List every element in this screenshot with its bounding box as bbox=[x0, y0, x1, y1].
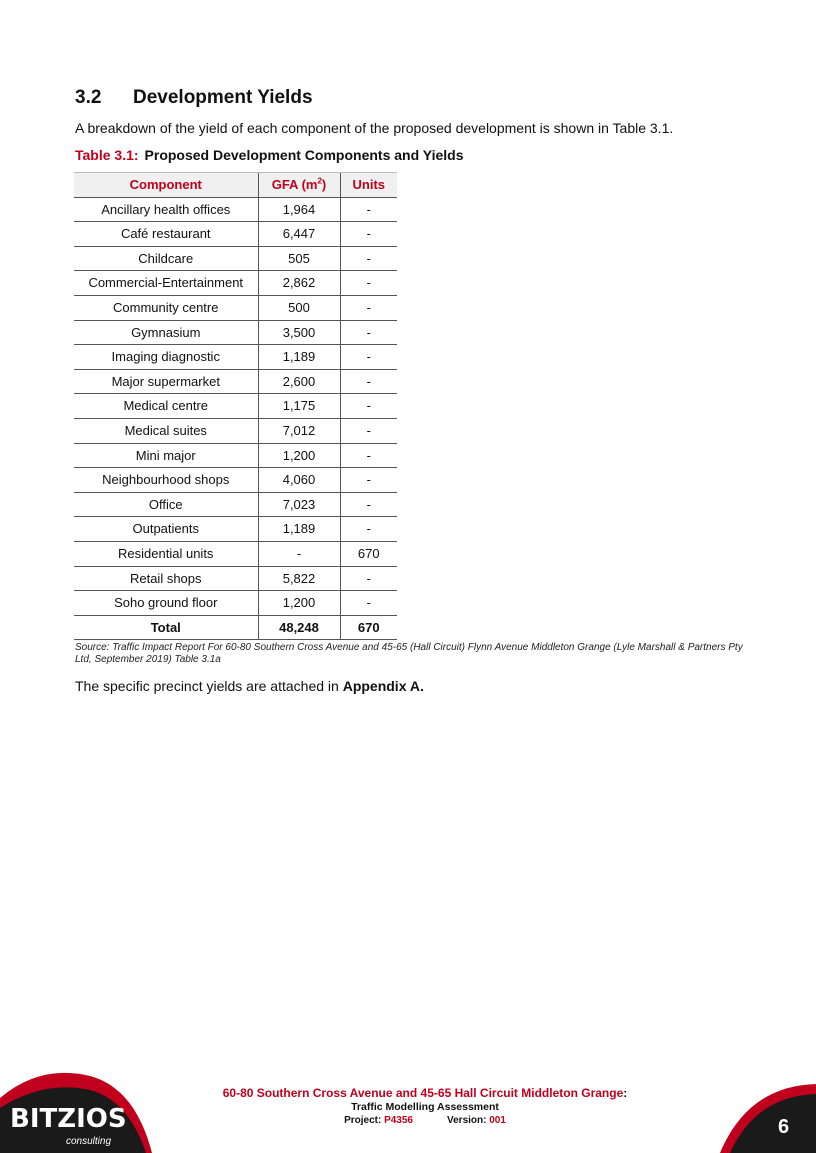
cell-units: - bbox=[340, 492, 397, 517]
table-row bbox=[74, 394, 397, 419]
table-row bbox=[74, 320, 397, 345]
footer-title bbox=[200, 1086, 650, 1101]
cell-gfa: 3,500 bbox=[258, 320, 340, 345]
intro-paragraph: A breakdown of the yield of each component of the proposed development is shown in Table 3.1. bbox=[75, 120, 674, 136]
cell-gfa: 7,012 bbox=[258, 418, 340, 443]
table-caption-title: Proposed Development Components and Yields bbox=[144, 147, 464, 163]
cell-gfa: 7,023 bbox=[258, 492, 340, 517]
cell-units: - bbox=[340, 345, 397, 370]
cell-component: Community centre bbox=[74, 295, 258, 320]
total-units: 670 bbox=[340, 615, 397, 640]
cell-gfa: 1,964 bbox=[258, 197, 340, 222]
source-note: Source: Traffic Impact Report For 60-80 Southern Cross Avenue and 45-65 (Hall Circuit) Flynn Avenue Middleton Grange (Lyle Marshall & Partners Pty Ltd, September 2019) Table 3.1a bbox=[75, 642, 743, 665]
project-label: Project: bbox=[344, 1115, 382, 1126]
cell-gfa: - bbox=[258, 541, 340, 566]
cell-component: Commercial-Entertainment bbox=[74, 271, 258, 296]
cell-component: Retail shops bbox=[74, 566, 258, 591]
header-gfa bbox=[258, 173, 340, 198]
table-row bbox=[74, 418, 397, 443]
cell-gfa: 1,175 bbox=[258, 394, 340, 419]
cell-units: - bbox=[340, 418, 397, 443]
cell-units: 670 bbox=[340, 541, 397, 566]
table-row bbox=[74, 468, 397, 493]
closing-paragraph bbox=[75, 678, 424, 694]
section-title: Development Yields bbox=[133, 87, 313, 108]
cell-gfa: 1,189 bbox=[258, 345, 340, 370]
table-row bbox=[74, 246, 397, 271]
footer-meta bbox=[200, 1114, 650, 1127]
cell-component: Gymnasium bbox=[74, 320, 258, 345]
table-row bbox=[74, 566, 397, 591]
table-row bbox=[74, 369, 397, 394]
version-label: Version: bbox=[447, 1115, 487, 1126]
cell-component: Childcare bbox=[74, 246, 258, 271]
table-caption-label: Table 3.1: bbox=[75, 147, 139, 163]
table-row bbox=[74, 222, 397, 247]
cell-component: Neighbourhood shops bbox=[74, 468, 258, 493]
cell-units: - bbox=[340, 443, 397, 468]
cell-component: Soho ground floor bbox=[74, 591, 258, 616]
version-value: 001 bbox=[489, 1115, 506, 1126]
cell-component: Major supermarket bbox=[74, 369, 258, 394]
cell-units: - bbox=[340, 197, 397, 222]
cell-component: Medical suites bbox=[74, 418, 258, 443]
cell-units: - bbox=[340, 222, 397, 247]
cell-units: - bbox=[340, 394, 397, 419]
cell-gfa: 5,822 bbox=[258, 566, 340, 591]
cell-units: - bbox=[340, 517, 397, 542]
closing-text: The specific precinct yields are attached in bbox=[75, 678, 343, 694]
cell-units: - bbox=[340, 271, 397, 296]
cell-gfa: 6,447 bbox=[258, 222, 340, 247]
footer-info bbox=[200, 1086, 650, 1127]
logo-text: BITZIOS bbox=[10, 1104, 127, 1134]
header-component: Component bbox=[74, 173, 258, 198]
table-row bbox=[74, 271, 397, 296]
table-row bbox=[74, 295, 397, 320]
project-value: P4356 bbox=[384, 1115, 413, 1126]
cell-units: - bbox=[340, 320, 397, 345]
cell-gfa: 2,600 bbox=[258, 369, 340, 394]
cell-component: Ancillary health offices bbox=[74, 197, 258, 222]
cell-units: - bbox=[340, 295, 397, 320]
cell-units: - bbox=[340, 566, 397, 591]
table-total-row bbox=[74, 615, 397, 640]
cell-units: - bbox=[340, 468, 397, 493]
cell-gfa: 4,060 bbox=[258, 468, 340, 493]
cell-gfa: 1,200 bbox=[258, 591, 340, 616]
cell-component: Office bbox=[74, 492, 258, 517]
cell-component: Outpatients bbox=[74, 517, 258, 542]
page-number: 6 bbox=[778, 1116, 790, 1138]
page-corner-shape bbox=[720, 1080, 816, 1153]
cell-gfa: 1,189 bbox=[258, 517, 340, 542]
section-heading bbox=[75, 87, 313, 109]
cell-gfa: 1,200 bbox=[258, 443, 340, 468]
header-gfa-suffix: ) bbox=[321, 177, 327, 192]
cell-component: Residential units bbox=[74, 541, 258, 566]
table-caption bbox=[75, 147, 464, 163]
yields-table bbox=[74, 172, 397, 640]
table-row bbox=[74, 541, 397, 566]
table-row bbox=[74, 492, 397, 517]
cell-units: - bbox=[340, 591, 397, 616]
cell-component: Medical centre bbox=[74, 394, 258, 419]
cell-units: - bbox=[340, 246, 397, 271]
cell-units: - bbox=[340, 369, 397, 394]
header-units: Units bbox=[340, 173, 397, 198]
table-row bbox=[74, 197, 397, 222]
header-gfa-sup: 2 bbox=[317, 176, 322, 186]
table-header-row bbox=[74, 173, 397, 198]
appendix-reference: Appendix A. bbox=[342, 678, 424, 694]
table-row bbox=[74, 591, 397, 616]
cell-component: Imaging diagnostic bbox=[74, 345, 258, 370]
footer-project-name: 60-80 Southern Cross Avenue and 45-65 Hall Circuit Middleton Grange bbox=[222, 1086, 624, 1100]
table-row bbox=[74, 443, 397, 468]
header-gfa-prefix: GFA (m bbox=[271, 177, 318, 192]
cell-gfa: 2,862 bbox=[258, 271, 340, 296]
total-label: Total bbox=[74, 615, 258, 640]
table-row bbox=[74, 517, 397, 542]
cell-gfa: 505 bbox=[258, 246, 340, 271]
total-gfa: 48,248 bbox=[258, 615, 340, 640]
footer-subtitle: Traffic Modelling Assessment bbox=[351, 1101, 499, 1113]
footer-title-colon: : bbox=[623, 1086, 628, 1100]
logo-subtext: consulting bbox=[66, 1136, 112, 1147]
table-body bbox=[74, 197, 397, 640]
section-number: 3.2 bbox=[75, 87, 102, 108]
table-row bbox=[74, 345, 397, 370]
cell-gfa: 500 bbox=[258, 295, 340, 320]
cell-component: Café restaurant bbox=[74, 222, 258, 247]
cell-component: Mini major bbox=[74, 443, 258, 468]
